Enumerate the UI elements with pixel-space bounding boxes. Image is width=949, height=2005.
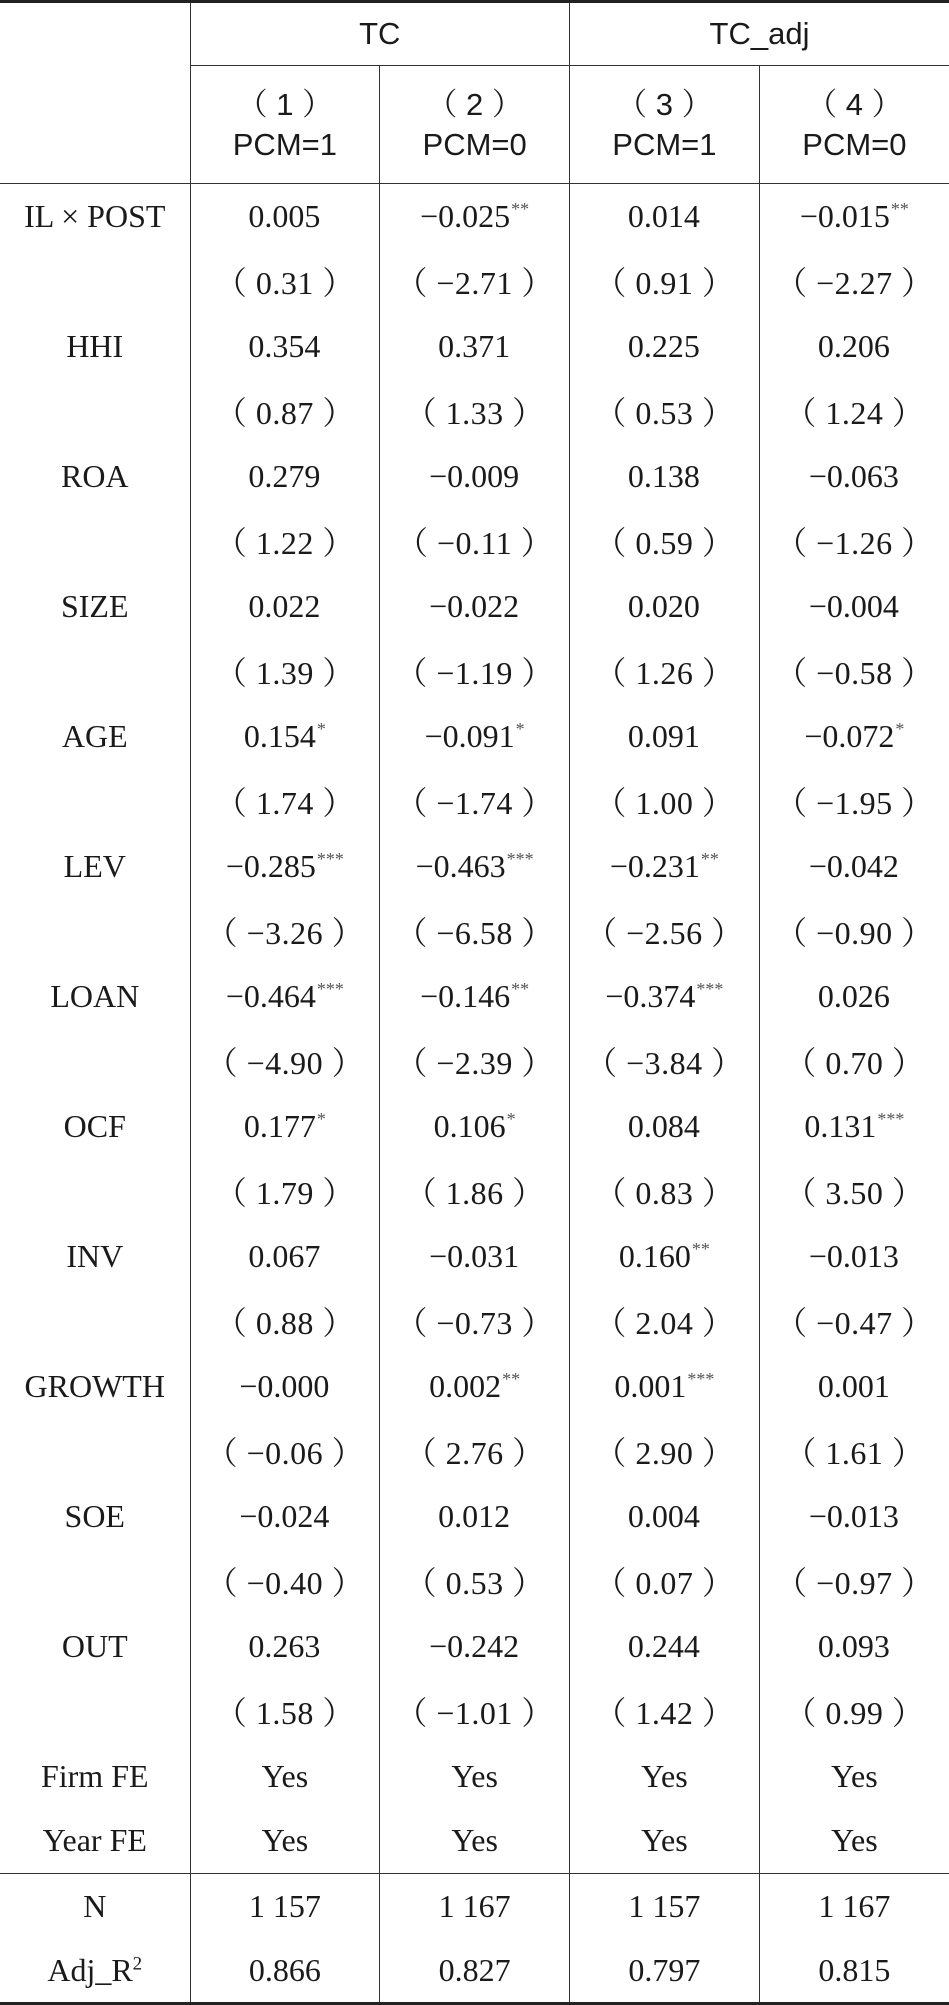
coefficient-value: 0.354 bbox=[248, 327, 321, 364]
table-row-tstat bbox=[0, 1289, 949, 1354]
significance-stars: ** bbox=[511, 978, 530, 999]
coefficient-cell bbox=[759, 314, 949, 379]
coefficient-cell bbox=[190, 1354, 380, 1419]
coefficient-cell bbox=[570, 964, 760, 1029]
coefficient-value: −0.022 bbox=[429, 587, 520, 624]
fixed-effect-cell: Yes bbox=[570, 1809, 760, 1874]
table-row-tstat bbox=[0, 379, 949, 444]
coefficient-value: 0.026 bbox=[817, 977, 890, 1014]
t-statistic-cell: （ −0.11 ） bbox=[380, 509, 570, 574]
coefficient-cell bbox=[380, 1354, 570, 1419]
t-statistic-cell: （ 0.07 ） bbox=[570, 1549, 760, 1614]
column-header-row bbox=[0, 66, 949, 184]
coefficient-cell bbox=[380, 704, 570, 769]
empty-label bbox=[0, 639, 190, 704]
significance-stars: *** bbox=[877, 1108, 905, 1129]
coefficient-value: −0.463 bbox=[415, 847, 506, 884]
t-statistic-cell: （ −1.26 ） bbox=[759, 509, 949, 574]
coefficient-value: −0.072 bbox=[804, 717, 895, 754]
table-row bbox=[0, 1484, 949, 1549]
empty-label bbox=[0, 379, 190, 444]
significance-stars: *** bbox=[506, 848, 534, 869]
significance-stars: * bbox=[316, 718, 326, 739]
fixed-effect-row bbox=[0, 1744, 949, 1809]
coefficient-cell bbox=[380, 964, 570, 1029]
coefficient-value: −0.000 bbox=[239, 1367, 330, 1404]
table-row-tstat bbox=[0, 1679, 949, 1744]
coefficient-cell bbox=[570, 1354, 760, 1419]
t-statistic-cell: （ 2.76 ） bbox=[380, 1419, 570, 1484]
t-statistic-cell: （ −3.84 ） bbox=[570, 1029, 760, 1094]
table-row bbox=[0, 834, 949, 899]
t-statistic-cell: （ 0.83 ） bbox=[570, 1159, 760, 1224]
coefficient-value: 0.067 bbox=[248, 1237, 321, 1274]
t-statistic-cell: （ −0.40 ） bbox=[190, 1549, 380, 1614]
coefficient-cell bbox=[380, 1224, 570, 1289]
coefficient-value: 0.279 bbox=[248, 457, 321, 494]
empty-label bbox=[0, 1029, 190, 1094]
stub-header-cell bbox=[0, 2, 190, 66]
table-row bbox=[0, 964, 949, 1029]
t-statistic-cell: （ 1.58 ） bbox=[190, 1679, 380, 1744]
coefficient-cell bbox=[759, 1484, 949, 1549]
coefficient-value: 0.001 bbox=[614, 1367, 687, 1404]
coefficient-value: −0.231 bbox=[609, 847, 700, 884]
t-statistic-cell: （ 2.90 ） bbox=[570, 1419, 760, 1484]
coefficient-cell bbox=[190, 314, 380, 379]
column-header-4: （ 4 ） PCM=0 bbox=[759, 66, 949, 184]
coefficient-cell bbox=[759, 1094, 949, 1159]
table-row bbox=[0, 704, 949, 769]
t-statistic-cell: （ 1.42 ） bbox=[570, 1679, 760, 1744]
significance-stars: ** bbox=[691, 1238, 710, 1259]
coefficient-value: 0.004 bbox=[627, 1497, 700, 1534]
table-row bbox=[0, 1614, 949, 1679]
coefficient-value: 0.005 bbox=[248, 197, 321, 234]
t-statistic-cell: （ 3.50 ） bbox=[759, 1159, 949, 1224]
t-statistic-cell: （ 1.61 ） bbox=[759, 1419, 949, 1484]
coefficient-cell bbox=[380, 314, 570, 379]
t-statistic-cell: （ 1.22 ） bbox=[190, 509, 380, 574]
coefficient-cell bbox=[190, 574, 380, 639]
empty-label bbox=[0, 249, 190, 314]
fixed-effect-cell: Yes bbox=[190, 1744, 380, 1809]
column-header-2: （ 2 ） PCM=0 bbox=[380, 66, 570, 184]
statistic-cell: 1 157 bbox=[570, 1874, 760, 1939]
table-body bbox=[0, 184, 949, 2004]
coefficient-value: −0.464 bbox=[225, 977, 316, 1014]
coefficient-value: 0.084 bbox=[627, 1107, 700, 1144]
coefficient-value: −0.004 bbox=[808, 587, 899, 624]
coefficient-cell bbox=[190, 1484, 380, 1549]
statistic-cell: 1 167 bbox=[759, 1874, 949, 1939]
table-row-tstat bbox=[0, 1419, 949, 1484]
coefficient-cell bbox=[190, 704, 380, 769]
statistic-cell: 0.866 bbox=[190, 1939, 380, 2004]
coefficient-cell bbox=[190, 1614, 380, 1679]
t-statistic-cell: （ −3.26 ） bbox=[190, 899, 380, 964]
t-statistic-cell: （ −1.74 ） bbox=[380, 769, 570, 834]
coefficient-cell bbox=[190, 1094, 380, 1159]
t-statistic-cell: （ 0.88 ） bbox=[190, 1289, 380, 1354]
significance-stars: ** bbox=[890, 199, 909, 220]
coefficient-cell bbox=[380, 184, 570, 249]
t-statistic-cell: （ 1.24 ） bbox=[759, 379, 949, 444]
variable-label: INV bbox=[66, 1237, 124, 1274]
t-statistic-cell: （ 1.39 ） bbox=[190, 639, 380, 704]
coefficient-value: 0.001 bbox=[817, 1367, 890, 1404]
empty-label bbox=[0, 1679, 190, 1744]
coefficient-cell bbox=[759, 1614, 949, 1679]
empty-label bbox=[0, 509, 190, 574]
significance-stars: * bbox=[506, 1108, 516, 1129]
coefficient-cell bbox=[190, 964, 380, 1029]
t-statistic-cell: （ −0.06 ） bbox=[190, 1419, 380, 1484]
coefficient-value: −0.285 bbox=[225, 847, 316, 884]
coefficient-cell bbox=[570, 834, 760, 899]
coefficient-cell bbox=[759, 1224, 949, 1289]
coefficient-value: −0.025 bbox=[420, 197, 511, 234]
coefficient-cell bbox=[570, 1484, 760, 1549]
t-statistic-cell: （ −1.19 ） bbox=[380, 639, 570, 704]
coefficient-cell bbox=[759, 964, 949, 1029]
coefficient-value: −0.024 bbox=[239, 1497, 330, 1534]
column-header-3: （ 3 ） PCM=1 bbox=[570, 66, 760, 184]
statistic-cell: 1 157 bbox=[190, 1874, 380, 1939]
fixed-effect-label: Firm FE bbox=[40, 1757, 149, 1794]
t-statistic-cell: （ 0.87 ） bbox=[190, 379, 380, 444]
coefficient-value: 0.244 bbox=[627, 1627, 700, 1664]
coefficient-value: −0.013 bbox=[808, 1497, 899, 1534]
table-row-tstat bbox=[0, 509, 949, 574]
column-header-1: （ 1 ） PCM=1 bbox=[190, 66, 380, 184]
fixed-effect-label: Year FE bbox=[42, 1822, 147, 1859]
empty-label bbox=[0, 1549, 190, 1614]
table-row bbox=[0, 314, 949, 379]
t-statistic-cell: （ 0.31 ） bbox=[190, 249, 380, 314]
coefficient-cell bbox=[759, 704, 949, 769]
table-row-tstat bbox=[0, 769, 949, 834]
table-row-tstat bbox=[0, 899, 949, 964]
coefficient-value: −0.031 bbox=[429, 1237, 520, 1274]
significance-stars: *** bbox=[316, 848, 344, 869]
statistic-row bbox=[0, 1939, 949, 2004]
coefficient-cell bbox=[759, 574, 949, 639]
t-statistic-cell: （ −2.71 ） bbox=[380, 249, 570, 314]
coefficient-cell bbox=[759, 184, 949, 249]
table-row-tstat bbox=[0, 1549, 949, 1614]
empty-label bbox=[0, 899, 190, 964]
coefficient-cell bbox=[759, 444, 949, 509]
coefficient-value: 0.206 bbox=[817, 327, 890, 364]
variable-label: LEV bbox=[63, 847, 126, 884]
coefficient-value: −0.063 bbox=[808, 457, 899, 494]
coefficient-value: 0.160 bbox=[618, 1237, 691, 1274]
table-row bbox=[0, 1354, 949, 1419]
variable-label: OUT bbox=[61, 1627, 128, 1664]
fixed-effect-cell: Yes bbox=[380, 1809, 570, 1874]
coefficient-cell bbox=[570, 1094, 760, 1159]
table-row bbox=[0, 1094, 949, 1159]
t-statistic-cell: （ 0.99 ） bbox=[759, 1679, 949, 1744]
statistic-label: N bbox=[0, 1874, 190, 1939]
coefficient-value: 0.002 bbox=[429, 1367, 502, 1404]
coefficient-value: −0.015 bbox=[799, 197, 890, 234]
group-header-tc-adj: TC_adj bbox=[570, 2, 949, 66]
coefficient-cell bbox=[570, 184, 760, 249]
coefficient-value: −0.042 bbox=[808, 847, 899, 884]
t-statistic-cell: （ 1.33 ） bbox=[380, 379, 570, 444]
variable-label: SIZE bbox=[60, 587, 129, 624]
coefficient-cell bbox=[570, 444, 760, 509]
fixed-effect-cell: Yes bbox=[759, 1809, 949, 1874]
coefficient-value: −0.146 bbox=[420, 977, 511, 1014]
significance-stars: *** bbox=[687, 1368, 715, 1389]
t-statistic-cell: （ 0.70 ） bbox=[759, 1029, 949, 1094]
empty-label bbox=[0, 769, 190, 834]
coefficient-value: 0.225 bbox=[627, 327, 700, 364]
coefficient-value: 0.020 bbox=[627, 587, 700, 624]
t-statistic-cell: （ 2.04 ） bbox=[570, 1289, 760, 1354]
coefficient-cell bbox=[380, 1614, 570, 1679]
coefficient-cell bbox=[380, 1094, 570, 1159]
coefficient-cell bbox=[570, 314, 760, 379]
statistic-cell: 0.797 bbox=[570, 1939, 760, 2004]
t-statistic-cell: （ −4.90 ） bbox=[190, 1029, 380, 1094]
significance-stars: ** bbox=[511, 199, 530, 220]
statistic-cell: 0.827 bbox=[380, 1939, 570, 2004]
coefficient-value: −0.374 bbox=[605, 977, 696, 1014]
variable-label: LOAN bbox=[50, 977, 140, 1014]
coefficient-value: −0.242 bbox=[429, 1627, 520, 1664]
variable-label: SOE bbox=[64, 1497, 125, 1534]
coefficient-cell bbox=[190, 834, 380, 899]
fixed-effect-cell: Yes bbox=[570, 1744, 760, 1809]
t-statistic-cell: （ 1.74 ） bbox=[190, 769, 380, 834]
significance-stars: * bbox=[515, 718, 525, 739]
variable-label: ROA bbox=[60, 457, 129, 494]
stub-header-cell bbox=[0, 66, 190, 184]
coefficient-cell bbox=[380, 834, 570, 899]
variable-label: HHI bbox=[66, 327, 124, 364]
coefficient-cell bbox=[570, 704, 760, 769]
table-row-tstat bbox=[0, 1159, 949, 1224]
t-statistic-cell: （ −0.73 ） bbox=[380, 1289, 570, 1354]
t-statistic-cell: （ −2.27 ） bbox=[759, 249, 949, 314]
t-statistic-cell: （ −1.95 ） bbox=[759, 769, 949, 834]
t-statistic-cell: （ 1.86 ） bbox=[380, 1159, 570, 1224]
coefficient-value: 0.371 bbox=[438, 327, 511, 364]
significance-stars: *** bbox=[316, 978, 344, 999]
coefficient-value: −0.013 bbox=[808, 1237, 899, 1274]
coefficient-value: −0.091 bbox=[424, 717, 515, 754]
coefficient-cell bbox=[759, 834, 949, 899]
table-row-tstat bbox=[0, 249, 949, 314]
table-row bbox=[0, 444, 949, 509]
t-statistic-cell: （ 0.91 ） bbox=[570, 249, 760, 314]
variable-label: IL × POST bbox=[24, 197, 166, 234]
coefficient-cell bbox=[380, 1484, 570, 1549]
coefficient-cell bbox=[190, 1224, 380, 1289]
fixed-effect-cell: Yes bbox=[190, 1809, 380, 1874]
t-statistic-cell: （ 0.53 ） bbox=[380, 1549, 570, 1614]
empty-label bbox=[0, 1159, 190, 1224]
t-statistic-cell: （ 1.00 ） bbox=[570, 769, 760, 834]
superscript: 2 bbox=[132, 1953, 143, 1975]
t-statistic-cell: （ 1.79 ） bbox=[190, 1159, 380, 1224]
coefficient-cell bbox=[380, 574, 570, 639]
table-row bbox=[0, 184, 949, 249]
table-row bbox=[0, 1224, 949, 1289]
coefficient-value: 0.106 bbox=[433, 1107, 506, 1144]
coefficient-cell bbox=[190, 184, 380, 249]
coefficient-value: 0.091 bbox=[627, 717, 700, 754]
coefficient-cell bbox=[759, 1354, 949, 1419]
variable-label: OCF bbox=[63, 1107, 126, 1144]
t-statistic-cell: （ 0.53 ） bbox=[570, 379, 760, 444]
t-statistic-cell: （ −0.58 ） bbox=[759, 639, 949, 704]
coefficient-value: 0.012 bbox=[438, 1497, 511, 1534]
significance-stars: ** bbox=[700, 848, 719, 869]
coefficient-value: 0.093 bbox=[817, 1627, 890, 1664]
significance-stars: ** bbox=[502, 1368, 521, 1389]
empty-label bbox=[0, 1419, 190, 1484]
empty-label bbox=[0, 1289, 190, 1354]
statistic-label: $Adj\_R^2$ bbox=[0, 1939, 190, 2004]
coefficient-value: 0.263 bbox=[248, 1627, 321, 1664]
table-row-tstat bbox=[0, 1029, 949, 1094]
coefficient-value: 0.131 bbox=[804, 1107, 877, 1144]
variable-label: AGE bbox=[61, 717, 128, 754]
coefficient-cell bbox=[570, 1614, 760, 1679]
t-statistic-cell: （ −2.39 ） bbox=[380, 1029, 570, 1094]
t-statistic-cell: （ 0.59 ） bbox=[570, 509, 760, 574]
coefficient-cell bbox=[190, 444, 380, 509]
coefficient-value: 0.177 bbox=[243, 1107, 316, 1144]
fixed-effect-cell: Yes bbox=[759, 1744, 949, 1809]
table-row bbox=[0, 574, 949, 639]
t-statistic-cell: （ −0.90 ） bbox=[759, 899, 949, 964]
column-group-header-row bbox=[0, 2, 949, 66]
t-statistic-cell: （ 1.26 ） bbox=[570, 639, 760, 704]
fixed-effect-cell: Yes bbox=[380, 1744, 570, 1809]
coefficient-cell bbox=[570, 1224, 760, 1289]
fixed-effect-row bbox=[0, 1809, 949, 1874]
coefficient-value: 0.154 bbox=[243, 717, 316, 754]
coefficient-cell bbox=[570, 574, 760, 639]
t-statistic-cell: （ −2.56 ） bbox=[570, 899, 760, 964]
significance-stars: * bbox=[316, 1108, 326, 1129]
variable-label: GROWTH bbox=[24, 1367, 165, 1404]
group-header-tc: TC bbox=[190, 2, 570, 66]
significance-stars: *** bbox=[696, 978, 724, 999]
t-statistic-cell: （ −6.58 ） bbox=[380, 899, 570, 964]
significance-stars: * bbox=[895, 718, 905, 739]
t-statistic-cell: （ −1.01 ） bbox=[380, 1679, 570, 1744]
coefficient-value: 0.138 bbox=[627, 457, 700, 494]
t-statistic-cell: （ −0.97 ） bbox=[759, 1549, 949, 1614]
coefficient-value: 0.014 bbox=[627, 197, 700, 234]
t-statistic-cell: （ −0.47 ） bbox=[759, 1289, 949, 1354]
statistic-cell: 0.815 bbox=[759, 1939, 949, 2004]
coefficient-cell bbox=[380, 444, 570, 509]
coefficient-value: 0.022 bbox=[248, 587, 321, 624]
coefficient-value: −0.009 bbox=[429, 457, 520, 494]
statistic-row bbox=[0, 1874, 949, 1939]
statistic-cell: 1 167 bbox=[380, 1874, 570, 1939]
table-row-tstat bbox=[0, 639, 949, 704]
